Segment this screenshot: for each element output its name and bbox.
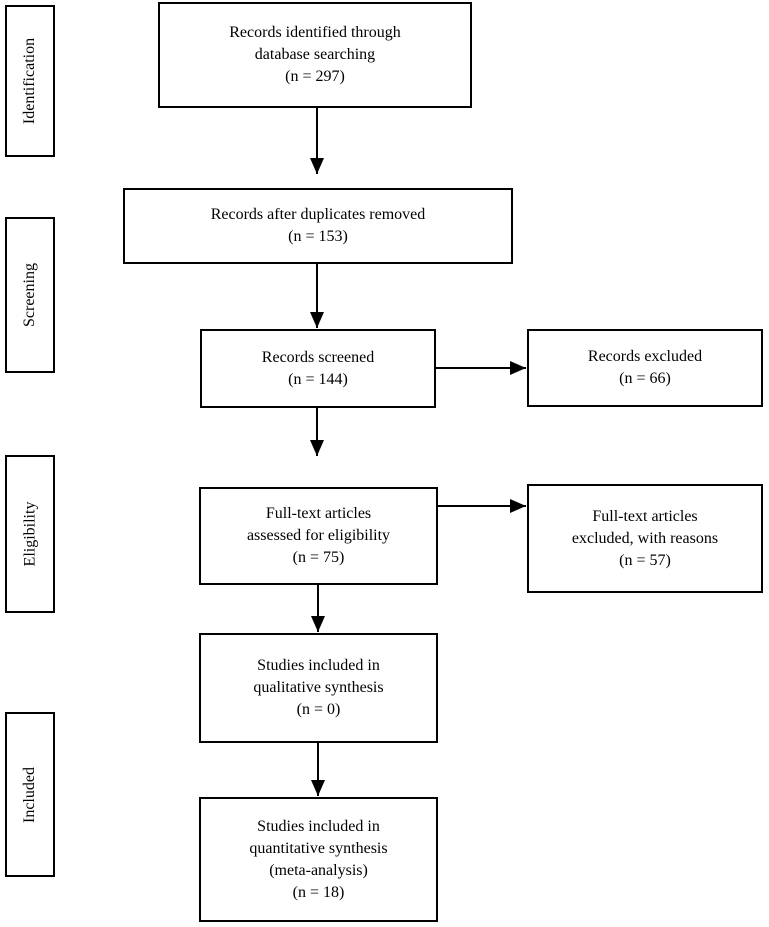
stage-box-identification <box>5 5 55 157</box>
records-identified-line-2: database searching <box>254 46 376 63</box>
duplicates-removed-count: (n = 153) <box>288 228 348 245</box>
records-excluded-count: (n = 66) <box>619 370 671 387</box>
flow-box-records-identified <box>158 2 472 108</box>
flow-box-quantitative-synthesis <box>199 797 438 922</box>
flow-box-records-excluded <box>527 329 763 407</box>
fulltext-excluded-line-2: excluded, with reasons <box>571 529 719 547</box>
flow-box-records-screened <box>200 329 436 408</box>
qualitative-synthesis-line-1: Studies included in <box>257 657 380 674</box>
stage-label-screening: Screening <box>21 263 39 327</box>
quantitative-synthesis-count: (n = 18) <box>292 883 345 901</box>
stage-box-included <box>5 712 55 877</box>
fulltext-assessed-line-1: Full-text articles <box>265 505 372 522</box>
qualitative-synthesis-count: (n = 0) <box>296 701 341 718</box>
quantitative-synthesis-line-3: (meta-analysis) <box>269 861 368 879</box>
duplicates-removed-line-1: Records after duplicates removed <box>210 206 426 223</box>
fulltext-excluded-line-1: Full-text articles <box>592 507 698 525</box>
quantitative-synthesis-line-2: quantitative synthesis <box>249 839 388 857</box>
fulltext-assessed-line-2: assessed for eligibility <box>246 527 391 544</box>
flow-box-duplicates-removed <box>123 188 513 264</box>
flow-box-qualitative-synthesis <box>199 633 438 743</box>
flow-box-fulltext-assessed <box>199 487 438 585</box>
records-screened-count: (n = 144) <box>288 370 348 388</box>
fulltext-assessed-count: (n = 75) <box>292 549 345 566</box>
records-identified-count: (n = 297) <box>285 68 345 85</box>
stage-label-identification: Identification <box>21 37 38 125</box>
stage-box-eligibility <box>5 455 55 613</box>
stage-label-included: Included <box>21 766 39 823</box>
quantitative-synthesis-line-1: Studies included in <box>257 817 380 835</box>
records-excluded-line-1: Records excluded <box>587 348 703 365</box>
records-identified-line-1: Records identified through <box>229 24 401 41</box>
stage-box-screening <box>5 217 55 373</box>
records-screened-line-1: Records screened <box>261 348 375 366</box>
stage-label-eligibility: Eligibility <box>21 501 39 567</box>
qualitative-synthesis-line-2: qualitative synthesis <box>253 679 384 696</box>
fulltext-excluded-count: (n = 57) <box>619 551 671 569</box>
flow-box-fulltext-excluded <box>527 484 763 593</box>
